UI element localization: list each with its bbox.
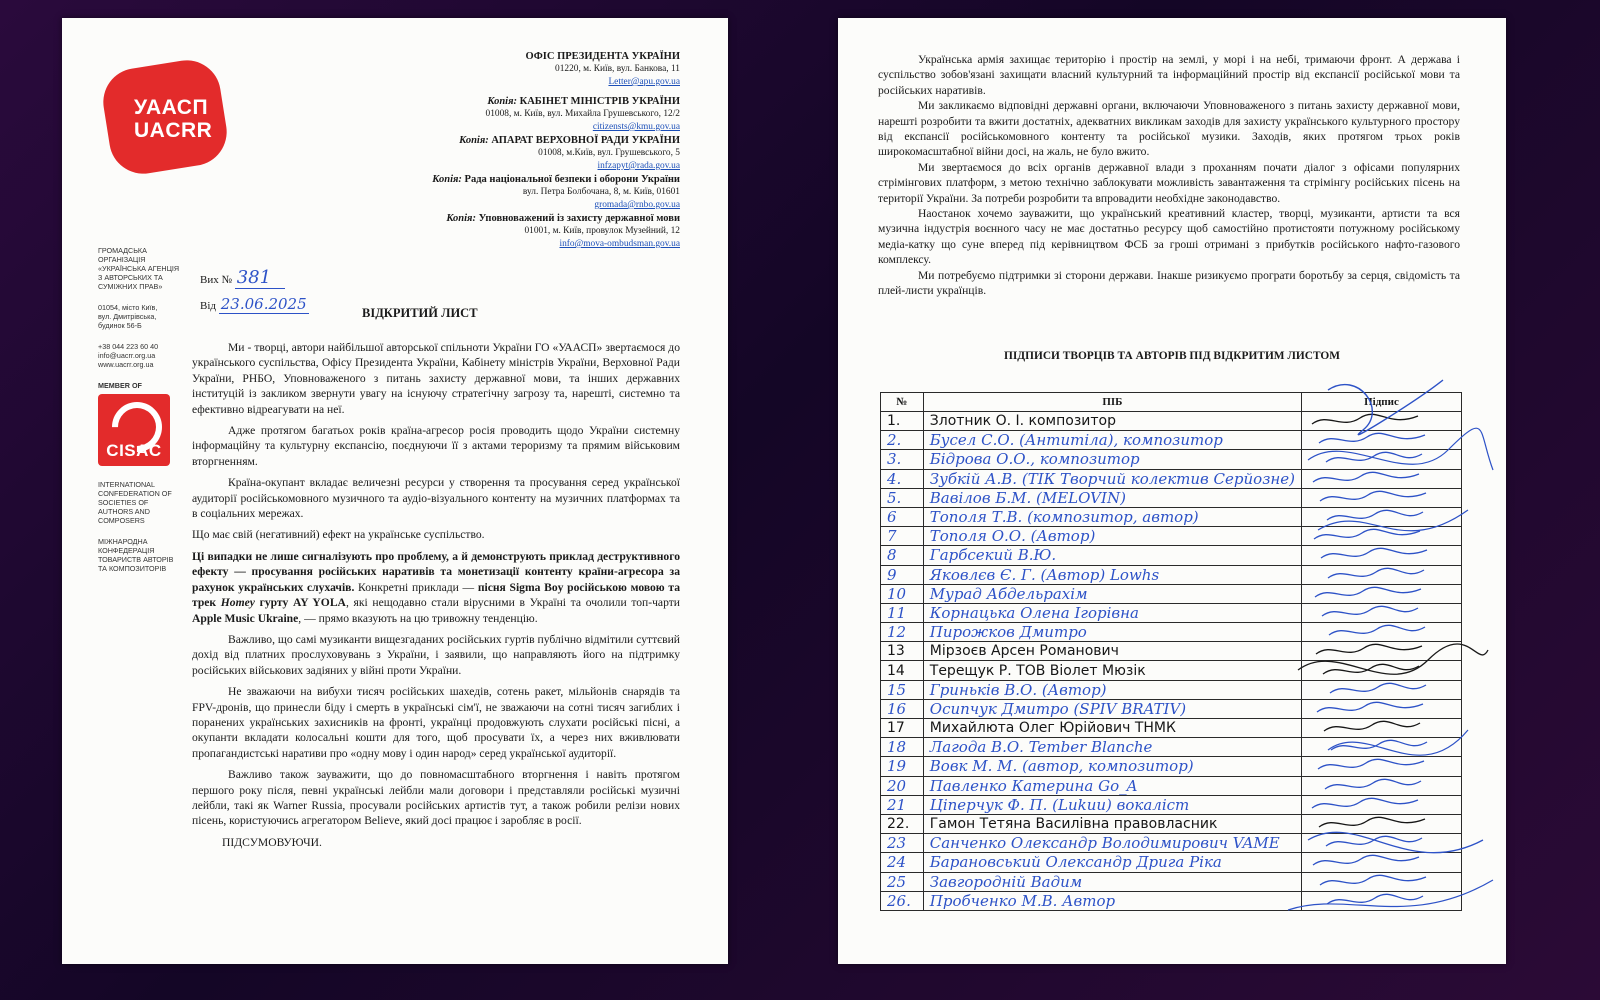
handwritten-signature bbox=[1308, 738, 1448, 756]
table-row bbox=[881, 507, 1462, 526]
table-row bbox=[881, 488, 1462, 507]
table-row bbox=[881, 469, 1462, 488]
paragraph: Ми - творці, автори найбільшої авторської спільноти України ГО «УААСП» звертаємося до українського суспільства, Офісу Президента України, Кабінету міністрів України, Верховної Ради України, РНБО, Уповноваженого з питань захисту державної мови, та інших державних інституцій із закликом звернути увагу на існуючу стратегічну загрозу та, нарешті, системно та ефективно відреагувати на неї. bbox=[192, 341, 680, 416]
row-number: 13 bbox=[881, 642, 924, 661]
org-name: ГРОМАДСЬКА ОРГАНІЗАЦІЯ «УКРАЇНСЬКА АГЕНЦІЯ З АВТОРСЬКИХ ТА СУМІЖНИХ ПРАВ» bbox=[98, 246, 180, 291]
email-link[interactable]: citizensts@kmu.gov.ua bbox=[592, 122, 680, 132]
letterhead-sidebar bbox=[98, 246, 180, 585]
table-row bbox=[881, 546, 1462, 565]
row-number: 6 bbox=[881, 507, 924, 526]
col-signature-header: Підпис bbox=[1301, 393, 1461, 412]
cisac-logo: CISAC bbox=[98, 394, 170, 466]
signer-name: Пирожков Дмитро bbox=[923, 623, 1301, 642]
signature-cell bbox=[1301, 680, 1461, 699]
outgoing-number-block: Вих № 381 Від 23.06.2025 bbox=[200, 267, 307, 313]
signer-name: Ціперчук Ф. П. (Lukuu) вокаліст bbox=[923, 795, 1301, 814]
signer-name: Гриньків В.О. (Автор) bbox=[923, 680, 1301, 699]
row-number: 24 bbox=[881, 853, 924, 872]
row-number: 21 bbox=[881, 795, 924, 814]
signer-name: Павленко Катерина Go_A bbox=[923, 776, 1301, 795]
signer-name: Терещук Р. ТОВ Віолет Мюзік bbox=[923, 661, 1301, 680]
signer-name: Осипчук Дмитро (SPIV BRATIV) bbox=[923, 699, 1301, 718]
row-number: 9 bbox=[881, 565, 924, 584]
addressee-block bbox=[380, 50, 680, 251]
handwritten-signature bbox=[1308, 604, 1448, 622]
table-row bbox=[881, 642, 1462, 661]
table-header-row bbox=[881, 393, 1462, 412]
row-number: 19 bbox=[881, 757, 924, 776]
handwritten-signature bbox=[1308, 873, 1448, 891]
table-row bbox=[881, 623, 1462, 642]
paragraph: Ми потребуємо підтримки зі сторони держави. Інакше ризикуємо програти боротьбу за серця, свідомість та плей-листи українців. bbox=[878, 268, 1460, 298]
signer-name: Яковлєв Є. Г. (Автор) Lowhs bbox=[923, 565, 1301, 584]
handwritten-signature bbox=[1308, 527, 1448, 545]
org-website: www.uacrr.org.ua bbox=[98, 360, 154, 369]
table-row bbox=[881, 834, 1462, 853]
signature-cell bbox=[1301, 469, 1461, 488]
letter-page-1 bbox=[62, 18, 728, 964]
row-number: 26. bbox=[881, 891, 924, 910]
org-phone: +38 044 223 60 40 bbox=[98, 342, 159, 351]
handwritten-signature bbox=[1308, 431, 1448, 449]
signature-cell bbox=[1301, 872, 1461, 891]
email-link[interactable]: info@mova-ombudsman.gov.ua bbox=[559, 239, 680, 249]
table-row bbox=[881, 565, 1462, 584]
letter-body-continued bbox=[878, 52, 1460, 299]
signature-cell bbox=[1301, 507, 1461, 526]
signature-cell bbox=[1301, 814, 1461, 833]
signature-cell bbox=[1301, 527, 1461, 546]
signature-cell bbox=[1301, 450, 1461, 469]
signer-name: Бідрова О.О., композитор bbox=[923, 450, 1301, 469]
handwritten-signature bbox=[1308, 834, 1448, 852]
table-row bbox=[881, 699, 1462, 718]
table-row bbox=[881, 584, 1462, 603]
handwritten-signature bbox=[1308, 623, 1448, 641]
paragraph: Ми звертаємося до всіх органів державної влади з проханням почати діалог з офісами популярних стрімінгових платформ, з метою технічно заблокувати можливість завантаження та стрімінгу російських пісень на території України. За потреби розробити та впровадити необхідне законодавство. bbox=[878, 160, 1460, 205]
member-of-label: MEMBER OF bbox=[98, 381, 142, 390]
signer-name: Лагода В.О. Tember Blanche bbox=[923, 738, 1301, 757]
addressee-president: ОФІС ПРЕЗИДЕНТА УКРАЇНИ 01220, м. Київ, вул. Банкова, 11 Letter@apu.gov.ua bbox=[525, 51, 680, 87]
row-number: 3. bbox=[881, 450, 924, 469]
signer-name: Гарбсекий В.Ю. bbox=[923, 546, 1301, 565]
row-number: 7 bbox=[881, 527, 924, 546]
handwritten-signature bbox=[1308, 719, 1448, 737]
table-row bbox=[881, 776, 1462, 795]
table-row bbox=[881, 661, 1462, 680]
handwritten-signature bbox=[1308, 508, 1448, 526]
handwritten-signature bbox=[1308, 546, 1448, 564]
table-row bbox=[881, 872, 1462, 891]
signature-cell bbox=[1301, 757, 1461, 776]
handwritten-signature bbox=[1308, 585, 1448, 603]
signer-name: Тополя Т.В. (композитор, автор) bbox=[923, 507, 1301, 526]
signer-name: Михайлюта Олег Юрійович ТНМК bbox=[923, 719, 1301, 738]
signer-name: Вовк М. М. (автор, композитор) bbox=[923, 757, 1301, 776]
addressee-rnbo: Копія: Рада національної безпеки і оборони України вул. Петра Болбочана, 8, м. Київ, 01601 gromada@rnbo.gov.ua bbox=[432, 174, 680, 210]
signature-cell bbox=[1301, 795, 1461, 814]
handwritten-signature bbox=[1308, 470, 1448, 488]
paragraph: Важливо також зауважити, що до повномасштабного вторгнення і навіть протягом першого року після, певні українські лейбли мали договори і представляли російські музичні лейбли, такі як Warner Russia, просували російських артистів тут, а також робили релізи нових пісень, користуючись агрегатором Believe, який досі працює і заробляє в росії. bbox=[192, 768, 680, 828]
paragraph: Країна-окупант вкладає величезні ресурси у створення та просування серед української аудиторії російськомовного музичного та аудіо-візуального контенту на музичних платформах та в соціальних мережах. bbox=[192, 476, 680, 521]
org-contacts bbox=[98, 342, 180, 369]
signer-name: Зубкій А.В. (ТІК Творчий колектив Серйозне) bbox=[923, 469, 1301, 488]
uaasp-logo-text: УААСП UACRR bbox=[134, 96, 213, 142]
row-number: 15 bbox=[881, 680, 924, 699]
signature-cell bbox=[1301, 834, 1461, 853]
paragraph-examples: Ці випадки не лише сигналізують про проблему, а й демонструють приклад деструктивного ефекту — просування російських наративів та монетизації контенту країни-агресора за рахунок українських слухачів. Конкретні приклади — пісня Sigma Boy російською мовою та трек Homey гурту AY YOLA, які нещодавно стали вірусними в Україні та очолили топ-чарти Apple Music Ukraine, — прямо вказують на цю тривожну тенденцію. bbox=[192, 549, 680, 625]
table-row bbox=[881, 412, 1462, 431]
signer-name: Мурад Абдельрахім bbox=[923, 584, 1301, 603]
handwritten-signature bbox=[1308, 489, 1448, 507]
handwritten-signature bbox=[1308, 700, 1448, 718]
signature-cell bbox=[1301, 642, 1461, 661]
signer-name: Бусел С.О. (Антитіла), композитор bbox=[923, 431, 1301, 450]
signature-cell bbox=[1301, 719, 1461, 738]
handwritten-signature bbox=[1308, 681, 1448, 699]
table-row bbox=[881, 853, 1462, 872]
signatures-title: ПІДПИСИ ТВОРЦІВ ТА АВТОРІВ ПІД ВІДКРИТИМ ЛИСТОМ bbox=[1003, 350, 1341, 362]
row-number: 22. bbox=[881, 814, 924, 833]
signer-name: Завгородній Вадим bbox=[923, 872, 1301, 891]
handwritten-signature bbox=[1308, 412, 1448, 430]
table-row bbox=[881, 680, 1462, 699]
paragraph: Адже протягом багатьох років країна-агресор росія проводить щодо України системну інформаційну та культурну експансію, поєднуючи її з актами тероризму та прямим військовим вторгненням. bbox=[192, 424, 680, 468]
handwritten-signature bbox=[1308, 853, 1448, 871]
handwritten-signature bbox=[1308, 642, 1448, 660]
signer-name: Пробченко М.В. Автор bbox=[923, 891, 1301, 910]
cisac-name-en: INTERNATIONAL CONFEDERATION OF SOCIETIES OF AUTHORS AND COMPOSERS bbox=[98, 480, 172, 525]
handwritten-signature bbox=[1308, 662, 1448, 680]
row-number: 18 bbox=[881, 738, 924, 757]
row-number: 16 bbox=[881, 699, 924, 718]
row-number: 17 bbox=[881, 719, 924, 738]
summary-heading: ПІДСУМОВУЮЧИ. bbox=[222, 835, 322, 849]
paragraph: Наостанок хочемо зауважити, що український креативний кластер, творці, музиканти, артисти та вся музична індустрія воєнного часу не має достатньо ресурсу щоб самостійно протистояти потужному російському медіа-катку що суне вперед під керівництвом ФСБ за гроші отримані з прибутків російського нафто-газового комплексу. bbox=[878, 207, 1460, 267]
handwritten-signature bbox=[1308, 757, 1448, 775]
signature-cell bbox=[1301, 412, 1461, 431]
handwritten-signature bbox=[1308, 777, 1448, 795]
table-row bbox=[881, 603, 1462, 622]
letter-title: ВІДКРИТИЙ ЛИСТ bbox=[362, 306, 478, 320]
paragraph: Що має свій (негативний) ефект на українське суспільство. bbox=[192, 528, 485, 542]
signatures-rows bbox=[881, 412, 1462, 911]
paragraph: Не зважаючи на вибухи тисяч російських шахедів, сотень ракет, мільйонів снарядів та FPV-дронів, що принесли біду і смерть в українські сім'ї, не зважаючи на сотні тисяч загиблих і поранених українських захисників на фронті, українці продовжують слухати російські пісні, а окупанти вкладати колосальні кошти для того, щоб просувати їх, а через них вживлювати пропагандистські наративи про «одну мову і один народ» серед української аудиторії. bbox=[192, 685, 680, 760]
table-row bbox=[881, 719, 1462, 738]
addressee-rada: Копія: АПАРАТ ВЕРХОВНОЇ РАДИ УКРАЇНИ 01008, м.Київ, вул. Грушевського, 5 infzapyt@rada.gov.ua bbox=[459, 135, 680, 171]
handwritten-signature bbox=[1308, 815, 1448, 833]
table-row bbox=[881, 450, 1462, 469]
signature-cell bbox=[1301, 546, 1461, 565]
org-email: info@uacrr.org.ua bbox=[98, 351, 156, 360]
row-number: 5. bbox=[881, 488, 924, 507]
signer-name: Корнацька Олена Ігорівна bbox=[923, 603, 1301, 622]
paragraph: Ми закликаємо відповідні державні органи, включаючи Уповноваженого з питань захисту державної мови, нарешті розробити та вжити достатніх, адекватних викликам заходів для захисту українського культурного простору від експансії російськомовного контенту та російської музики. Заходів, яких протягом трьох років широкомасштабної війни досі, на жаль, не було вжито. bbox=[878, 99, 1460, 159]
signature-cell bbox=[1301, 699, 1461, 718]
row-number: 11 bbox=[881, 603, 924, 622]
signature-cell bbox=[1301, 603, 1461, 622]
signature-cell bbox=[1301, 738, 1461, 757]
table-row bbox=[881, 795, 1462, 814]
org-address: 01054, місто Київ, вул. Дмитрівська, будинок 56-Б bbox=[98, 303, 158, 330]
cisac-name-ua: МІЖНАРОДНА КОНФЕДЕРАЦІЯ ТОВАРИСТВ АВТОРІВ ТА КОМПОЗИТОРІВ bbox=[98, 537, 174, 573]
table-row bbox=[881, 757, 1462, 776]
signature-cell bbox=[1301, 584, 1461, 603]
table-row bbox=[881, 891, 1462, 910]
handwritten-signature bbox=[1308, 892, 1448, 910]
signer-name: Гамон Тетяна Василівна правовласник bbox=[923, 814, 1301, 833]
letter-date: 23.06.2025 bbox=[220, 295, 307, 313]
signature-cell bbox=[1301, 488, 1461, 507]
email-link[interactable]: gromada@rnbo.gov.ua bbox=[594, 200, 680, 210]
row-number: 12 bbox=[881, 623, 924, 642]
row-number: 20 bbox=[881, 776, 924, 795]
signature-cell bbox=[1301, 661, 1461, 680]
signer-name: Барановський Олександр Дрига Ріка bbox=[923, 853, 1301, 872]
row-number: 1. bbox=[881, 412, 924, 431]
row-number: 23 bbox=[881, 834, 924, 853]
row-number: 2. bbox=[881, 431, 924, 450]
signer-name: Санченко Олександр Володимирович VAME bbox=[923, 834, 1301, 853]
signature-cell bbox=[1301, 431, 1461, 450]
row-number: 10 bbox=[881, 584, 924, 603]
addressee-ombudsman: Копія: Уповноважений із захисту державної мови 01001, м. Київ, провулок Музейний, 12 info@mova-ombudsman.gov.ua bbox=[446, 213, 680, 249]
row-number: 8 bbox=[881, 546, 924, 565]
row-number: 25 bbox=[881, 872, 924, 891]
handwritten-signature bbox=[1308, 450, 1448, 468]
handwritten-signature bbox=[1308, 796, 1448, 814]
signer-name: Вавілов Б.М. (MELOVIN) bbox=[923, 488, 1301, 507]
paragraph: Українська армія захищає територію і простір на землі, у морі і на небі, тримаючи фронт. А держава і суспільство зобов'язані захищати власний культурний та інформаційний простір від експансії російської мови та російських наративів. bbox=[878, 53, 1460, 97]
signatures-table bbox=[880, 392, 1462, 911]
signature-cell bbox=[1301, 853, 1461, 872]
col-name-header: ПІБ bbox=[923, 393, 1301, 412]
table-row bbox=[881, 431, 1462, 450]
letter-body bbox=[192, 340, 680, 856]
signature-cell bbox=[1301, 776, 1461, 795]
row-number: 14 bbox=[881, 661, 924, 680]
table-row bbox=[881, 527, 1462, 546]
col-number-header: № bbox=[881, 393, 924, 412]
addressee-cabinet: Копія: КАБІНЕТ МІНІСТРІВ УКРАЇНИ 01008, м. Київ, вул. Михайла Грушевського, 12/2 citizensts@kmu.gov.ua bbox=[485, 96, 680, 132]
handwritten-signature bbox=[1308, 566, 1448, 584]
signature-cell bbox=[1301, 891, 1461, 910]
outgoing-number: 381 bbox=[235, 267, 285, 289]
signer-name: Тополя О.О. (Автор) bbox=[923, 527, 1301, 546]
paragraph: Важливо, що самі музиканти вищезгаданих російських гуртів публічно відмітили суттєвий дохід від платних прослуховувань з України, і заявили, що направляють його на підтримку російських військових задіяних у війні проти України. bbox=[192, 632, 680, 677]
signature-cell bbox=[1301, 565, 1461, 584]
row-number: 4. bbox=[881, 469, 924, 488]
email-link[interactable]: infzapyt@rada.gov.ua bbox=[597, 161, 680, 171]
signature-cell bbox=[1301, 623, 1461, 642]
letter-page-2 bbox=[838, 18, 1506, 964]
table-row bbox=[881, 814, 1462, 833]
signer-name: Злотник О. І. композитор bbox=[923, 412, 1301, 431]
email-link[interactable]: Letter@apu.gov.ua bbox=[608, 77, 680, 87]
signer-name: Мірзоєв Арсен Романович bbox=[923, 642, 1301, 661]
table-row bbox=[881, 738, 1462, 757]
